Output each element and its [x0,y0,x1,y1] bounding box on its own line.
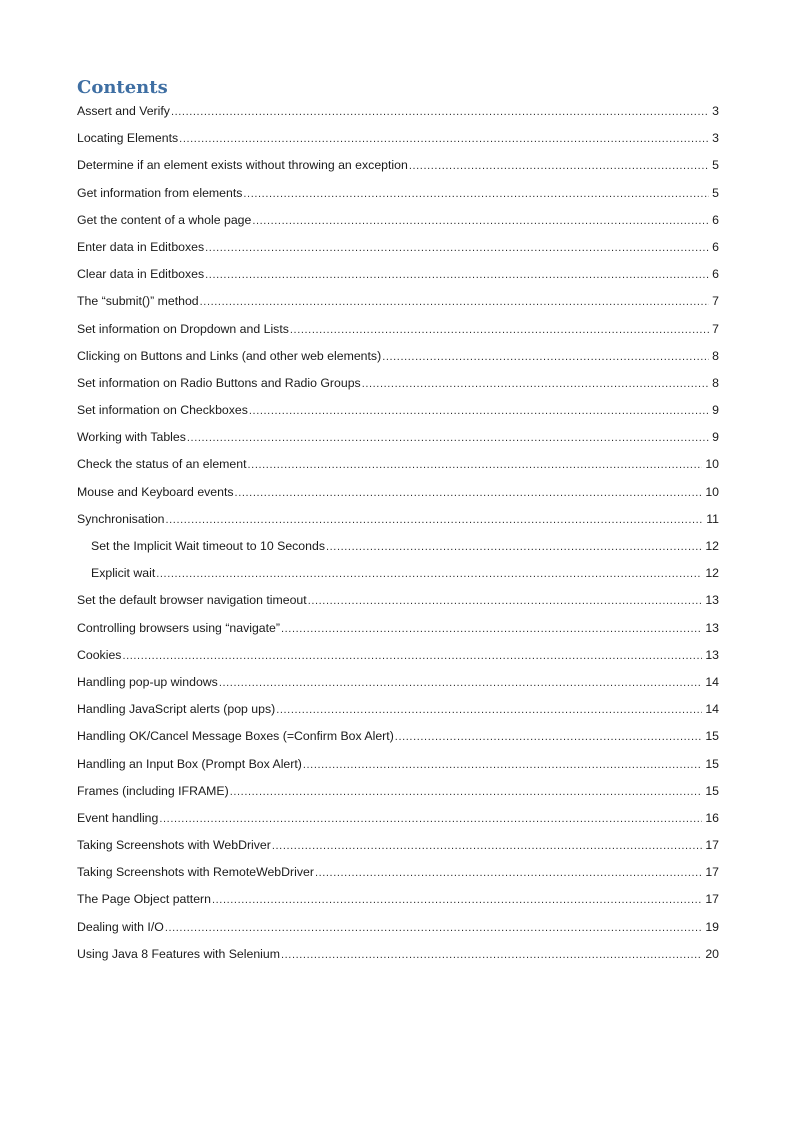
toc-entry-title: Check the status of an element [77,457,247,472]
toc-entry-page-number: 17 [705,865,719,880]
toc-entry-page-number: 13 [705,593,719,608]
toc-entry-page-number: 8 [712,348,719,363]
toc-entry-page-number: 14 [705,674,719,689]
toc-entry[interactable] [77,207,719,234]
toc-entry-page-number: 14 [705,702,719,717]
toc-dot-leader [249,398,709,425]
toc-dot-leader [252,208,709,235]
toc-entry-title: Cookies [77,647,122,662]
toc-entry-page-number: 6 [712,212,719,227]
toc-entry[interactable] [77,859,719,886]
toc-entry-title: Get information from elements [77,185,243,200]
toc-dot-leader [303,752,702,779]
toc-dot-leader [276,697,702,724]
toc-heading: Contents [77,77,168,98]
toc-dot-leader [326,534,702,561]
toc-entry-page-number: 15 [705,783,719,798]
toc-entry-title: Handling JavaScript alerts (pop ups) [77,702,276,717]
toc-entry-title: Set information on Dropdown and Lists [77,321,289,336]
toc-dot-leader [219,670,702,697]
toc-dot-leader [248,452,703,479]
toc-entry-title: Taking Screenshots with RemoteWebDriver [77,865,314,880]
toc-entry-title: Set the Implicit Wait timeout to 10 Seconds [91,539,325,553]
toc-entry-page-number: 13 [705,620,719,635]
toc-entry-page-number: 15 [705,756,719,771]
toc-dot-leader [243,181,709,208]
toc-entry-title: Synchronisation [77,511,165,526]
toc-entry-title: Set the default browser navigation timeout [77,593,307,608]
toc-entry-page-number: 16 [705,810,719,825]
toc-entry-page-number: 6 [712,239,719,254]
toc-entry[interactable] [77,832,719,859]
toc-dot-leader [179,126,709,153]
toc-entry[interactable] [77,615,719,642]
toc-dot-leader [122,643,702,670]
toc-dot-leader [171,99,709,126]
toc-entry[interactable] [77,886,719,913]
toc-dot-leader [166,507,704,534]
toc-entry-title: Taking Screenshots with WebDriver [77,838,271,853]
toc-dot-leader [409,153,709,180]
toc-dot-leader [308,588,703,615]
toc-entry-title: Locating Elements [77,131,179,146]
toc-entry[interactable] [77,397,719,424]
toc-entry-title: Clear data in Editboxes [77,267,205,282]
toc-entry[interactable] [77,805,719,832]
toc-entry[interactable] [77,125,719,152]
toc-entry[interactable] [77,533,719,560]
toc-entry-title: Working with Tables [77,430,186,445]
toc-entry[interactable] [77,587,719,614]
toc-dot-leader [212,887,702,914]
toc-entry-page-number: 20 [705,946,719,961]
toc-entry-title: Set information on Radio Buttons and Radio Groups [77,375,361,390]
toc-dot-leader [362,371,709,398]
toc-entry-title: The “submit()” method [77,294,199,309]
toc-entry[interactable] [77,642,719,669]
toc-entry-page-number: 8 [712,375,719,390]
toc-entry-title: Dealing with I/O [77,919,164,934]
toc-dot-leader [205,262,709,289]
toc-dot-leader [281,616,702,643]
toc-entry-title: Handling an Input Box (Prompt Box Alert) [77,756,302,771]
toc-list [77,98,719,968]
toc-entry-title: Determine if an element exists without throwing an exception [77,158,408,173]
toc-entry[interactable] [77,751,719,778]
toc-entry-title: Controlling browsers using “navigate” [77,620,280,635]
toc-entry[interactable] [77,669,719,696]
toc-entry-title: Assert and Verify [77,104,170,118]
toc-entry-page-number: 3 [712,104,719,118]
toc-dot-leader [230,779,703,806]
toc-entry[interactable] [77,914,719,941]
toc-dot-leader [272,833,702,860]
toc-entry-page-number: 7 [712,294,719,309]
toc-entry[interactable] [77,288,719,315]
toc-dot-leader [200,289,710,316]
toc-entry-page-number: 17 [705,838,719,853]
toc-entry-title: Mouse and Keyboard events [77,484,234,499]
toc-entry-title: Enter data in Editboxes [77,239,205,254]
toc-dot-leader [235,480,703,507]
toc-dot-leader [290,317,709,344]
toc-entry-page-number: 9 [712,430,719,445]
toc-entry[interactable] [77,941,719,968]
toc-entry[interactable] [77,479,719,506]
toc-entry[interactable] [77,98,719,125]
toc-entry[interactable] [77,343,719,370]
toc-entry-page-number: 17 [705,892,719,907]
toc-dot-leader [165,915,703,942]
toc-entry[interactable] [77,560,719,587]
toc-entry[interactable] [77,261,719,288]
toc-entry-page-number: 11 [706,511,719,526]
toc-entry[interactable] [77,778,719,805]
toc-entry-title: Handling OK/Cancel Message Boxes (=Confirm Box Alert) [77,729,394,744]
toc-dot-leader [156,561,702,588]
toc-entry[interactable] [77,506,719,533]
toc-entry-title: Clicking on Buttons and Links (and other web elements) [77,348,382,363]
toc-entry-page-number: 10 [705,484,719,499]
toc-entry-page-number: 6 [712,267,719,282]
toc-entry[interactable] [77,234,719,261]
toc-entry-page-number: 7 [712,321,719,336]
toc-entry[interactable] [77,451,719,478]
toc-entry-page-number: 13 [705,647,719,662]
toc-entry-page-number: 12 [705,566,719,581]
toc-entry-page-number: 9 [712,403,719,418]
toc-entry-page-number: 12 [705,539,719,553]
toc-dot-leader [205,235,709,262]
toc-entry-title: Handling pop-up windows [77,674,218,689]
toc-entry-title: Using Java 8 Features with Selenium [77,946,280,961]
toc-dot-leader [395,724,703,751]
toc-entry-page-number: 5 [712,158,719,173]
toc-entry-page-number: 19 [705,919,719,934]
toc-dot-leader [187,425,709,452]
toc-entry-page-number: 3 [712,131,719,146]
toc-entry[interactable] [77,152,719,179]
toc-entry[interactable] [77,696,719,723]
toc-dot-leader [281,942,702,969]
toc-dot-leader [315,860,702,887]
toc-dot-leader [382,344,709,371]
toc-entry-page-number: 15 [705,729,719,744]
toc-entry[interactable] [77,180,719,207]
toc-entry-title: Get the content of a whole page [77,212,252,227]
toc-dot-leader [159,806,702,833]
toc-entry-page-number: 5 [712,185,719,200]
toc-entry-title: Frames (including IFRAME) [77,783,229,798]
toc-entry-title: Explicit wait [91,566,156,581]
toc-entry-title: Set information on Checkboxes [77,403,248,418]
toc-entry[interactable] [77,370,719,397]
toc-entry-page-number: 10 [705,457,719,472]
toc-entry-title: The Page Object pattern [77,892,211,907]
toc-entry[interactable] [77,424,719,451]
toc-entry-title: Event handling [77,810,159,825]
toc-entry[interactable] [77,723,719,750]
toc-entry[interactable] [77,316,719,343]
